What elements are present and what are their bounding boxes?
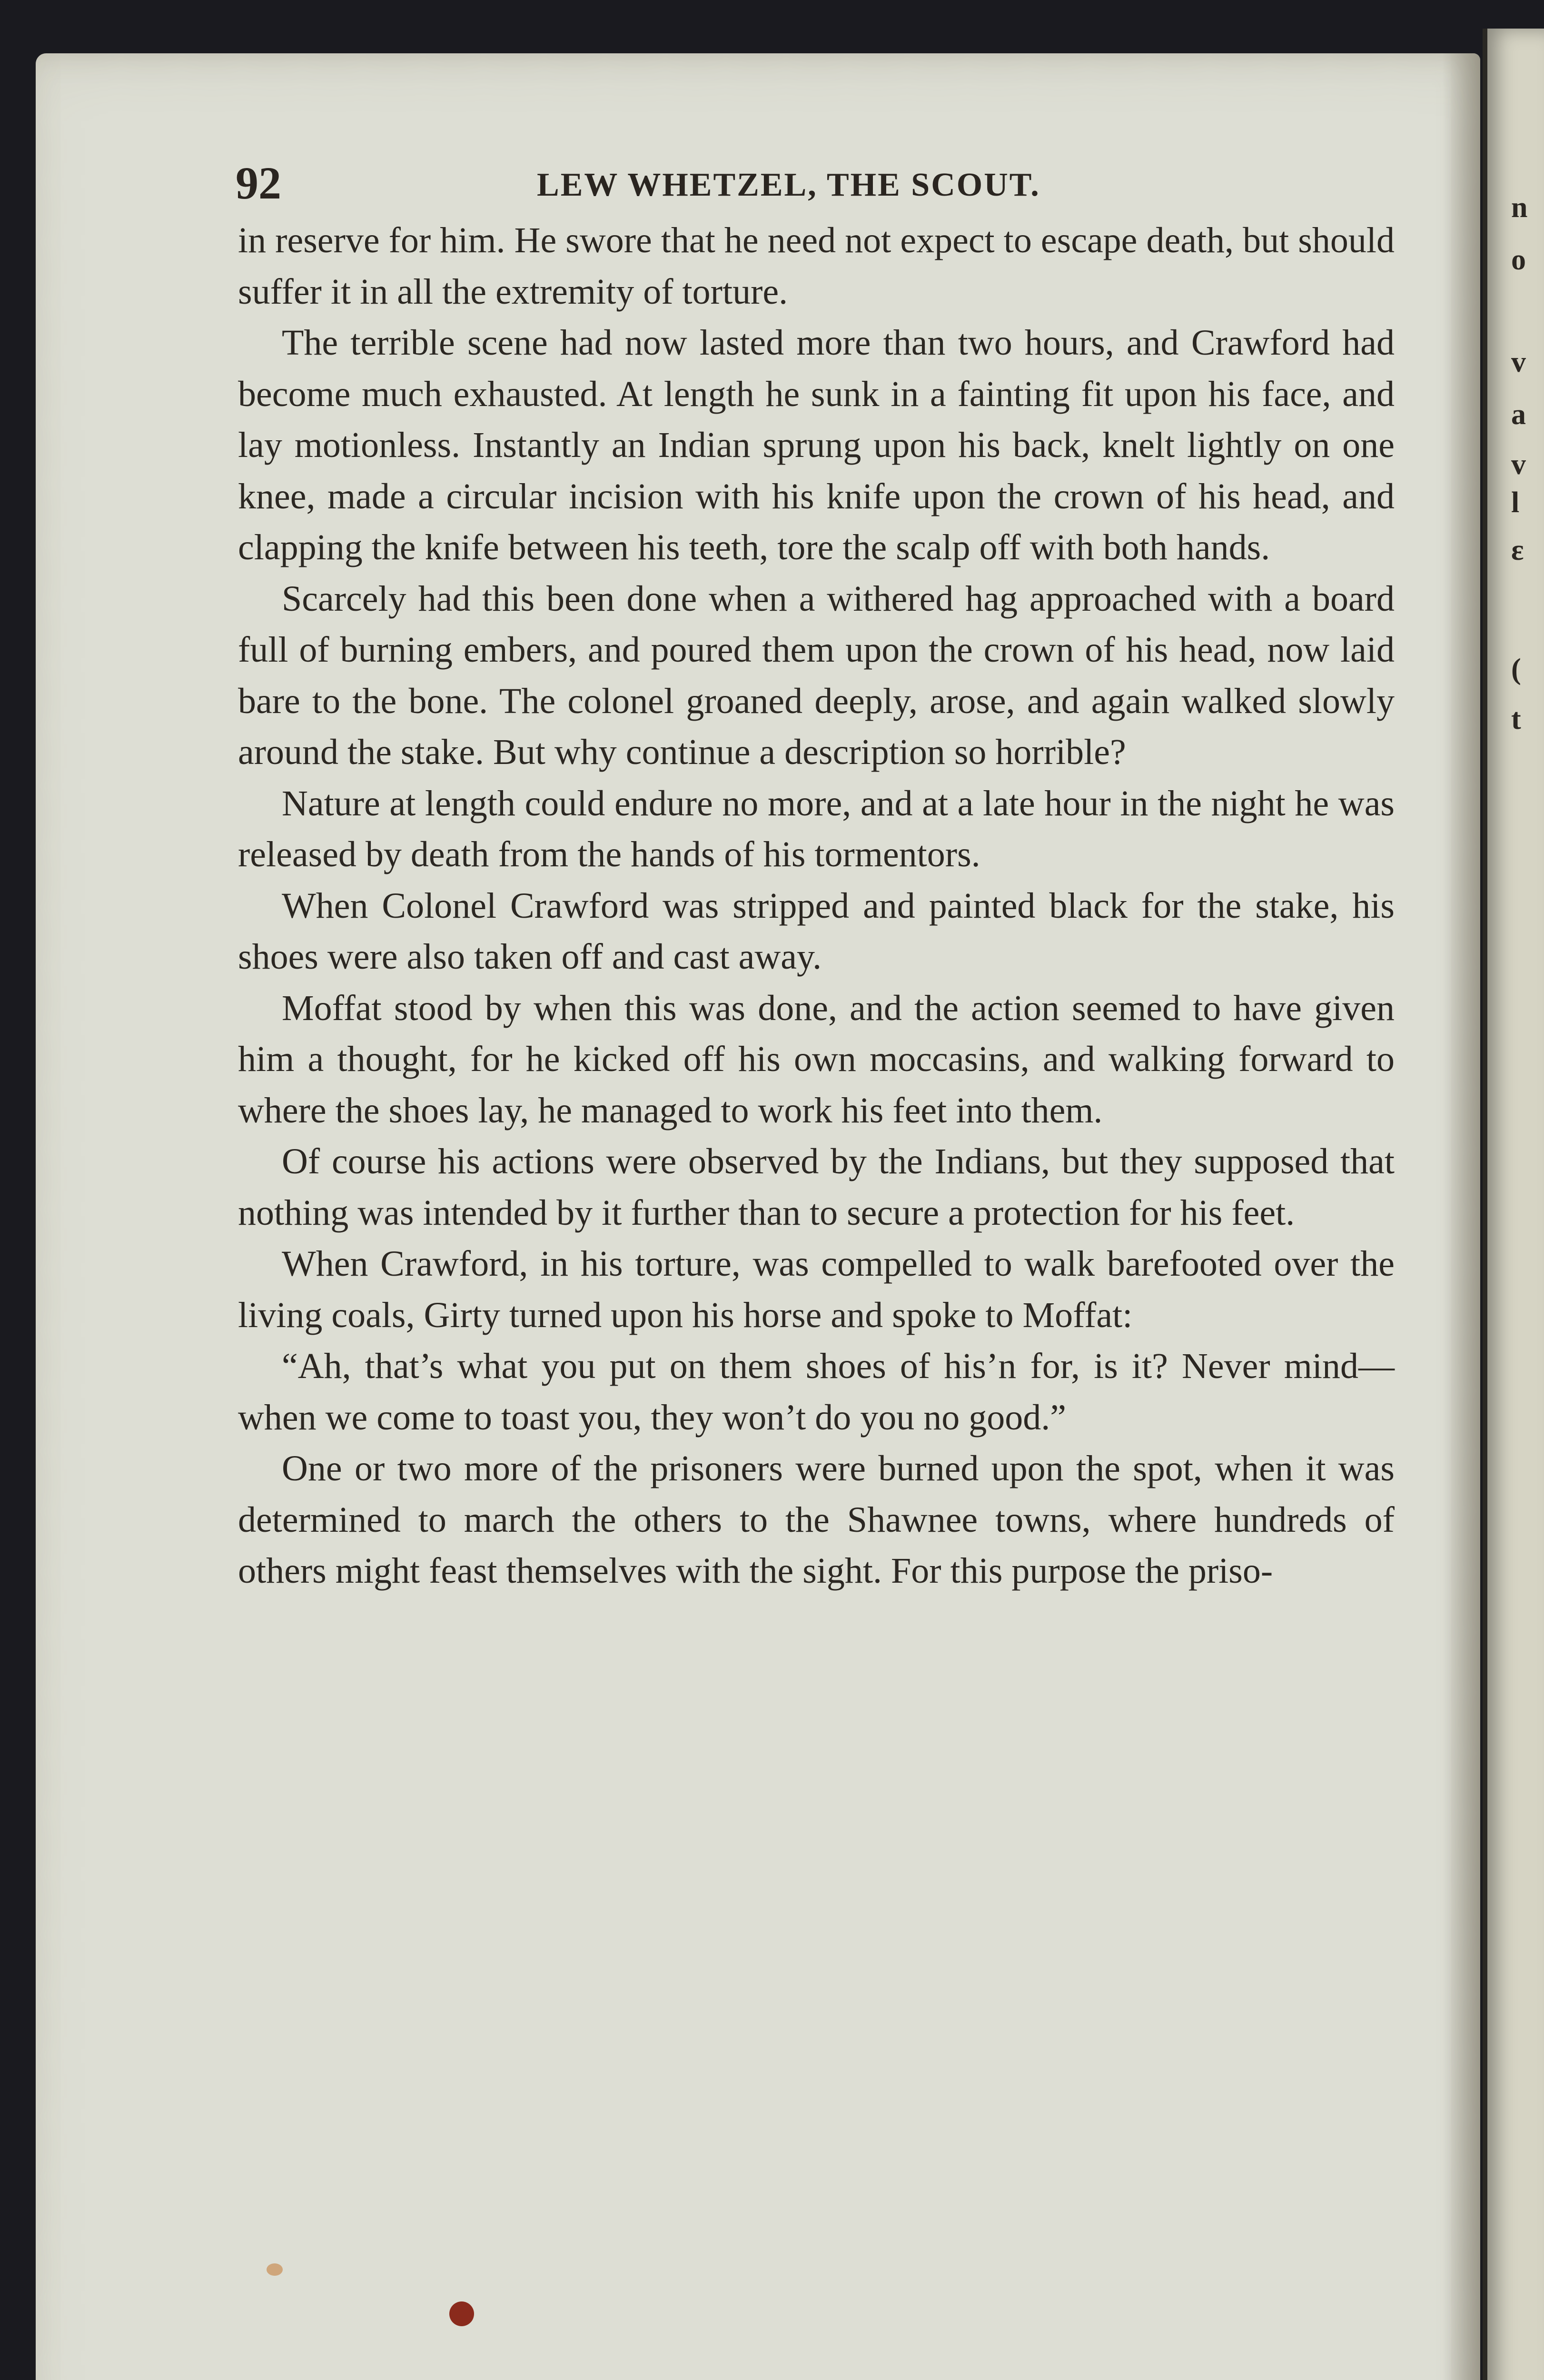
facing-page-fragment: t — [1511, 703, 1521, 735]
paragraph: “Ah, that’s what you put on them shoes of his’n for, is it? Never mind—when we come to toast you, they won’t do you no good.” — [238, 1346, 1395, 1438]
facing-page-fragment: a — [1511, 398, 1526, 431]
paragraph: The terrible scene had now lasted more than two hours, and Crawford had become much exhausted. At length he sunk in a fainting fit upon his face, and lay motionless. Instantly an Indian sprung upon his back, knelt lightly on one knee, made a circular incision with his knife upon the crown of his head, and clapping the knife between his teeth, tore the scalp off with both hands. — [238, 323, 1395, 567]
paper-stain — [267, 2263, 283, 2276]
paragraph: When Crawford, in his torture, was compelled to walk barefooted over the living coals, Girty turned upon his horse and spoke to Moffat: — [238, 1244, 1395, 1335]
gutter-shadow — [1442, 53, 1480, 2380]
paragraph: Nature at length could endure no more, and at a late hour in the night he was released by death from the hands of his tormentors. — [238, 783, 1395, 874]
facing-page-fragment: l — [1511, 486, 1520, 519]
paragraph: in reserve for him. He swore that he need not expect to escape death, but should suffer it in all the extremity of torture. — [238, 220, 1395, 312]
page-header — [199, 157, 1484, 209]
running-head: LEW WHETZEL, THE SCOUT. — [537, 167, 1040, 203]
paragraph: Scarcely had this been done when a withered hag approached with a board full of burning embers, and poured them upon the crown of his head, now laid bare to the bone. The colonel groaned deeply, arose, and again walked slowly around the stake. But why continue a description so horrible? — [238, 578, 1395, 772]
facing-page-fragment: o — [1511, 244, 1526, 276]
ink-spot — [449, 2301, 474, 2326]
page-number: 92 — [236, 158, 281, 208]
facing-page-fragment: ( — [1511, 653, 1521, 685]
facing-page-fragment: ε — [1511, 534, 1524, 566]
facing-page-fragment: v — [1511, 448, 1526, 481]
paragraph: One or two more of the prisoners were burned upon the spot, when it was determined to march the others to the Shawnee towns, where hundreds of others might feast themselves with the sight. For this purpose the priso- — [238, 1448, 1395, 1591]
paragraph: When Colonel Crawford was stripped and painted black for the stake, his shoes were also taken off and cast away. — [238, 885, 1395, 977]
paragraph: Of course his actions were observed by the Indians, but they supposed that nothing was intended by it further than to secure a protection for his feet. — [238, 1141, 1395, 1233]
facing-page-edge — [1483, 29, 1544, 2380]
facing-page-fragment: n — [1511, 191, 1528, 224]
body-text — [238, 215, 1395, 1597]
facing-page-fragment: v — [1511, 346, 1526, 378]
paragraph: Moffat stood by when this was done, and the action seemed to have given him a thought, for he kicked off his own moccasins, and walking forward to where the shoes lay, he managed to work his feet into them. — [238, 988, 1395, 1130]
